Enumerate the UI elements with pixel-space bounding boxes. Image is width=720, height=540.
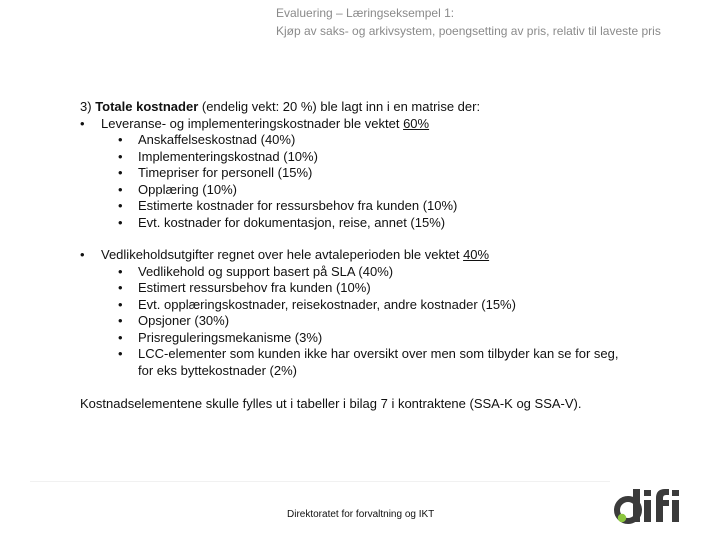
difi-logo [614,486,686,526]
bullet: • [118,181,123,197]
logo-i1-dot [644,490,651,496]
bullet: • [118,346,123,361]
bullet: • [118,198,123,213]
list-item-text: Timepriser for personell (15%) [138,165,313,180]
bullet: • [118,263,123,279]
bullet: • [118,313,123,328]
list-item [80,149,680,166]
list-item-text: Prisreguleringsmekanisme (3%) [138,329,323,345]
list-item-text: Implementeringskostnad (10%) [138,148,318,164]
list-item-text: Anskaffelseskostnad (40%) [138,132,296,147]
logo-green-dot [618,514,626,522]
list-item-continuation: for eks byttekostnader (2%) [138,362,297,378]
list-item-text: Estimerte kostnader for ressursbehov fra kunden (10%) [138,198,458,213]
list-item [80,132,680,149]
section-heading [80,99,680,116]
bullet: • [118,296,123,312]
list-item-text: Opplæring (10%) [138,181,237,197]
logo-i2-stem [672,500,679,522]
section-number: 3) [80,99,92,114]
slide-body [80,99,680,413]
list-item [80,264,680,281]
footer-org: Direktoratet for forvaltning og IKT [287,509,435,520]
bullet: • [118,165,123,180]
header-subtitle: Kjøp av saks- og arkivsystem, poengsetting av pris, relativ til laveste pris [276,24,661,38]
list-item [80,346,680,363]
bullet: • [118,280,123,295]
list-item [80,313,680,330]
footer-divider [30,481,610,482]
list-item [80,280,680,297]
header-title: Evaluering – Læringseksempel 1: [276,6,455,20]
section-title: Totale kostnader [95,99,199,114]
cost-group-2 [80,247,680,264]
group-2-weight: 40% [463,247,490,262]
slide-header [276,4,661,40]
list-item [80,198,680,215]
logo-i1-stem [644,500,651,522]
logo-d-stem [633,489,640,522]
group-1-weight: 60% [403,115,430,131]
bullet: • [118,132,123,147]
list-item-text: Estimert ressursbehov fra kunden (10%) [138,280,371,295]
section-intro: (endelig vekt: 20 %) ble lagt inn i en matrise der: [198,99,481,114]
list-item-text: Evt. opplæringskostnader, reisekostnader, andre kostnader (15%) [138,296,516,312]
bullet: • [118,148,123,164]
bullet: • [80,115,85,131]
bullet: • [118,214,123,230]
list-item-text: Vedlikehold og support basert på SLA (40%) [138,263,394,279]
list-item [80,215,680,232]
list-item [80,182,680,199]
bullet: • [80,247,85,262]
cost-group-1 [80,116,680,133]
list-item [80,297,680,314]
list-item [80,165,680,182]
list-item-text: Opsjoner (30%) [138,313,230,328]
logo-wordmark: difi [650,524,652,525]
group-2-text: Vedlikeholdsutgifter regnet over hele avtaleperioden ble vektet [101,247,464,262]
group-1-text: Leveranse- og implementeringskostnader ble vektet [101,115,404,131]
list-item [80,330,680,347]
list-item-text: LCC-elementer som kunden ikke har oversikt over men som tilbyder kan se for seg, [138,346,619,361]
logo-i2-dot [672,490,679,496]
list-item-text: Evt. kostnader for dokumentasjon, reise, annet (15%) [138,214,446,230]
conclusion-text: Kostnadselementene skulle fylles ut i tabeller i bilag 7 i kontraktene (SSA-K og SSA-V). [80,396,582,411]
bullet: • [118,329,123,345]
logo-f [656,489,669,522]
